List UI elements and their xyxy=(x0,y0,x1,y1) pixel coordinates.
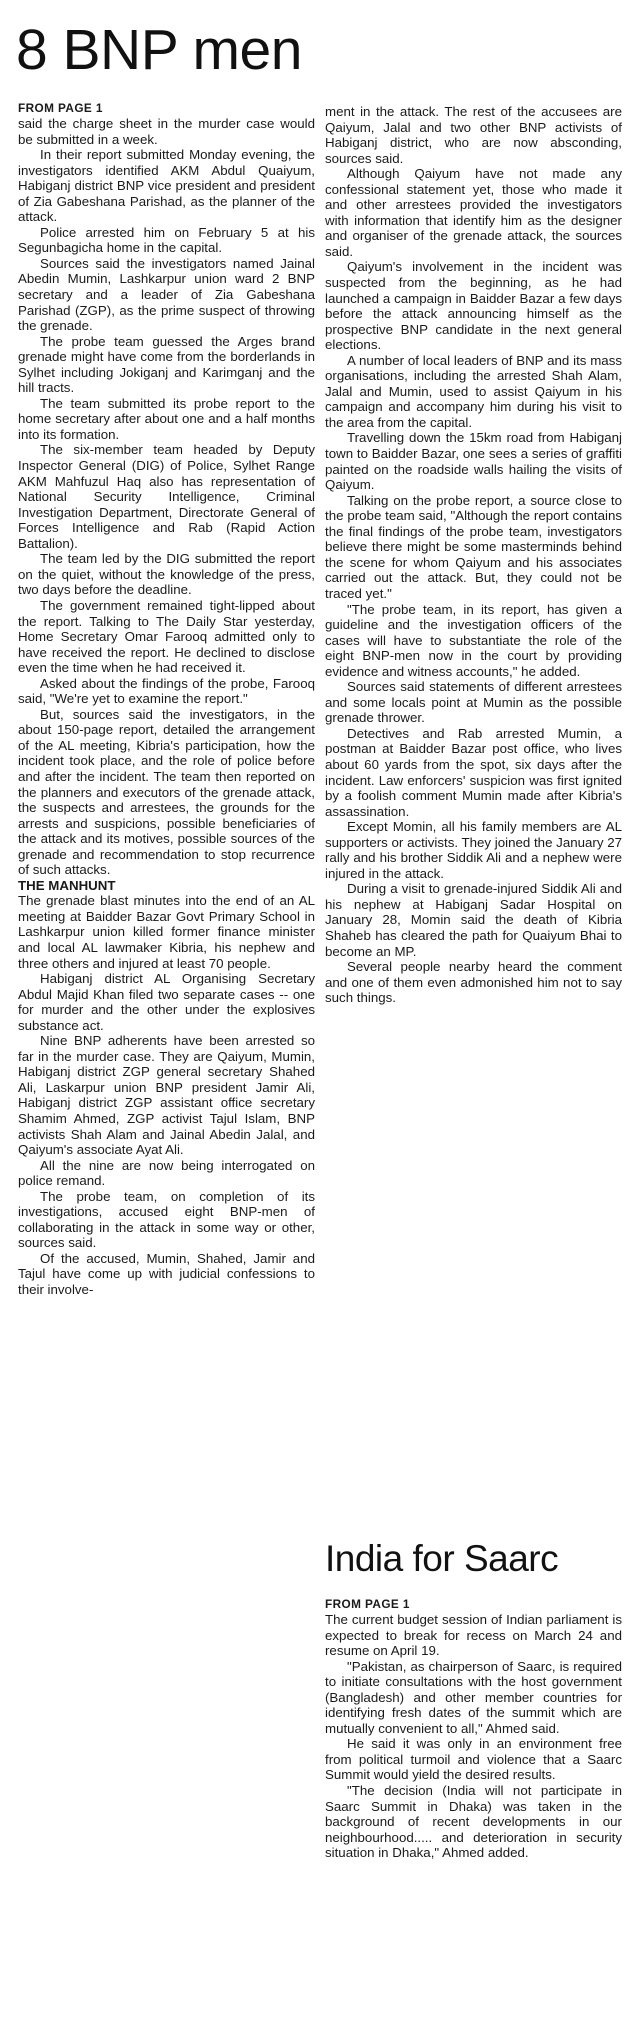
paragraph: Of the accused, Mumin, Shahed, Jamir and Tajul have come up with judicial confessions to their involve- xyxy=(18,1250,315,1298)
paragraph: The probe team, on completion of its investigations, accused eight BNP-men of collaborating in the attack in some way or other, sources said. xyxy=(18,1188,315,1251)
paragraph: Sources said statements of different arrestees and some locals point at Mumin as the possible grenade thrower. xyxy=(325,679,622,726)
paragraph: ment in the attack. The rest of the accusees are Qaiyum, Jalal and two other BNP activists of Habiganj district, who are now absconding, sources said. xyxy=(325,104,622,166)
paragraph: The government remained tight-lipped about the report. Talking to The Daily Star yesterday, Home Secretary Omar Farooq admitted only to have received the report. He declined to disclose even the time when he had received it. xyxy=(18,597,315,676)
story1-column-2 xyxy=(325,104,622,1006)
paragraph: Talking on the probe report, a source close to the probe team said, "Although the report contains the final findings of the probe team, investigators believe there might be some masterminds behind the scene for whom Qaiyum and his associates carried out the attack. But, they could not be traced yet." xyxy=(325,492,622,601)
paragraph: Except Momin, all his family members are AL supporters or activists. They joined the January 27 rally and his brother Siddik Ali and a nephew were injured in the attack. xyxy=(325,819,622,881)
paragraph: He said it was only in an environment free from political turmoil and violence that a Saarc Summit would yield the desired results. xyxy=(325,1736,622,1783)
paragraph: Habiganj district AL Organising Secretary Abdul Majid Khan filed two separate cases -- one for murder and the other under the explosives substance act. xyxy=(18,971,315,1033)
paragraph: The team submitted its probe report to the home secretary after about one and a half months into its formation. xyxy=(18,395,315,442)
paragraph: Detectives and Rab arrested Mumin, a postman at Baidder Bazar post office, who lives about 60 yards from the spot, six days after the incident. Law enforcers' suspicion was first ignited by a foolish comment Mumin made after Kibria's assassination. xyxy=(325,725,622,819)
paragraph: The current budget session of Indian parliament is expected to break for recess on March 24 and resume on April 19. xyxy=(325,1612,622,1659)
paragraph: Qaiyum's involvement in the incident was suspected from the beginning, as he had launched a campaign in Baidder Bazar a few days before the attack announcing himself as the prospective BNP candidate in the next general elections. xyxy=(325,259,622,353)
from-page-tag: FROM PAGE 1 xyxy=(325,1597,410,1611)
paragraph: All the nine are now being interrogated on police remand. xyxy=(18,1157,315,1189)
paragraph: "The probe team, in its report, has given a guideline and the investigation officers of the cases will have to substantiate the role of the eight BNP-men now in the court by providing evidence and witness accounts," he added. xyxy=(325,601,622,679)
paragraph: A number of local leaders of BNP and its mass organisations, including the arrested Shah Alam, Jalal and Mumin, used to assist Qaiyum in his campaign and accompany him during his visit to the area from the capital. xyxy=(325,352,622,430)
paragraph: Nine BNP adherents have been arrested so far in the murder case. They are Qaiyum, Mumin, Habiganj district ZGP general secretary Shahed Ali, Laskarpur union BNP president Jamir Ali, Habiganj district ZGP assistant office secretary Shamim Ahmed, ZGP activist Tajul Islam, BNP activists Shah Alam and Jainal Abedin Jalal, and Qaiyum's associate Ayat Ali. xyxy=(18,1033,315,1158)
paragraph: Police arrested him on February 5 at his Segunbagicha home in the capital. xyxy=(18,224,315,256)
story2-column xyxy=(325,1597,622,1861)
main-headline: 8 BNP men xyxy=(16,18,302,82)
story1-column-1 xyxy=(18,101,315,1298)
paragraph: The team led by the DIG submitted the report on the quiet, without the knowledge of the press, two days before the deadline. xyxy=(18,551,315,598)
india-headline: India for Saarc xyxy=(325,1538,559,1579)
paragraph: The six-member team headed by Deputy Inspector General (DIG) of Police, Sylhet Range AKM Mahfuzul Haq also has representation of National Security Intelligence, Criminal Investigation Department, Directorate General of Forces Intelligence and Rab (Rapid Action Battalion). xyxy=(18,442,315,551)
paragraph: Sources said the investigators named Jainal Abedin Mumin, Lashkarpur union ward 2 BNP secretary and a leader of Zia Gabeshana Parishad (ZGP), as the prime suspect of throwing the grenade. xyxy=(18,255,315,334)
paragraph: But, sources said the investigators, in the about 150-page report, detailed the arrangement of the AL meeting, Kibria's participation, how the incident took place, and the role of police before and after the incident. The team then reported on the planners and executors of the grenade attack, the suspects and arrestees, the grounds for the arrests and suspicions, possible beneficiaries of the attack and its motives, possible sources of the grenade and recommendation to stop recurrence of such attacks. xyxy=(18,706,315,878)
paragraph: said the charge sheet in the murder case would be submitted in a week. xyxy=(18,116,315,147)
paragraph: Although Qaiyum have not made any confessional statement yet, those who made it and other arrestees provided the investigators with information that identify him as the designer and organiser of the grenade attack, the sources said. xyxy=(325,166,622,259)
paragraph: "The decision (India will not participate in Saarc Summit in Dhaka) was taken in the background of recent developments in our neighbourhood..... and deterioration in security situation in Dhaka," Ahmed added. xyxy=(325,1783,622,1861)
paragraph: The grenade blast minutes into the end of an AL meeting at Baidder Bazar Govt Primary School in Lashkarpur union killed former finance minister and local AL lawmaker Kibria, his nephew and three others and injured at least 70 people. xyxy=(18,893,315,971)
paragraph: During a visit to grenade-injured Siddik Ali and his nephew at Habiganj Sadar Hospital on January 28, Momin said the death of Kibria Shaheb has cleared the path for Quaiyum Bhai to become an MP. xyxy=(325,881,622,959)
from-page-tag: FROM PAGE 1 xyxy=(18,101,103,115)
paragraph: The probe team guessed the Arges brand grenade might have come from the borderlands in Sylhet including Jokiganj and Karimganj and the hill tracts. xyxy=(18,333,315,396)
subhead-manhunt: THE MANHUNT xyxy=(18,877,116,893)
paragraph: "Pakistan, as chairperson of Saarc, is required to initiate consultations with the host government (Bangladesh) and other member countries for identifying fresh dates of the summit which are mutually convenient to all," Ahmed said. xyxy=(325,1658,622,1736)
paragraph: Asked about the findings of the probe, Farooq said, "We're yet to examine the report." xyxy=(18,675,315,707)
paragraph: Several people nearby heard the comment and one of them even admonished him not to say such things. xyxy=(325,959,622,1006)
paragraph: In their report submitted Monday evening, the investigators identified AKM Abdul Quaiyum, Habiganj district BNP vice president and president of Zia Gabeshana Parishad, as the planner of the attack. xyxy=(18,147,315,225)
paragraph: Travelling down the 15km road from Habiganj town to Baidder Bazar, one sees a series of graffiti painted on the roadside walls hailing the visits of Qaiyum. xyxy=(325,430,622,493)
